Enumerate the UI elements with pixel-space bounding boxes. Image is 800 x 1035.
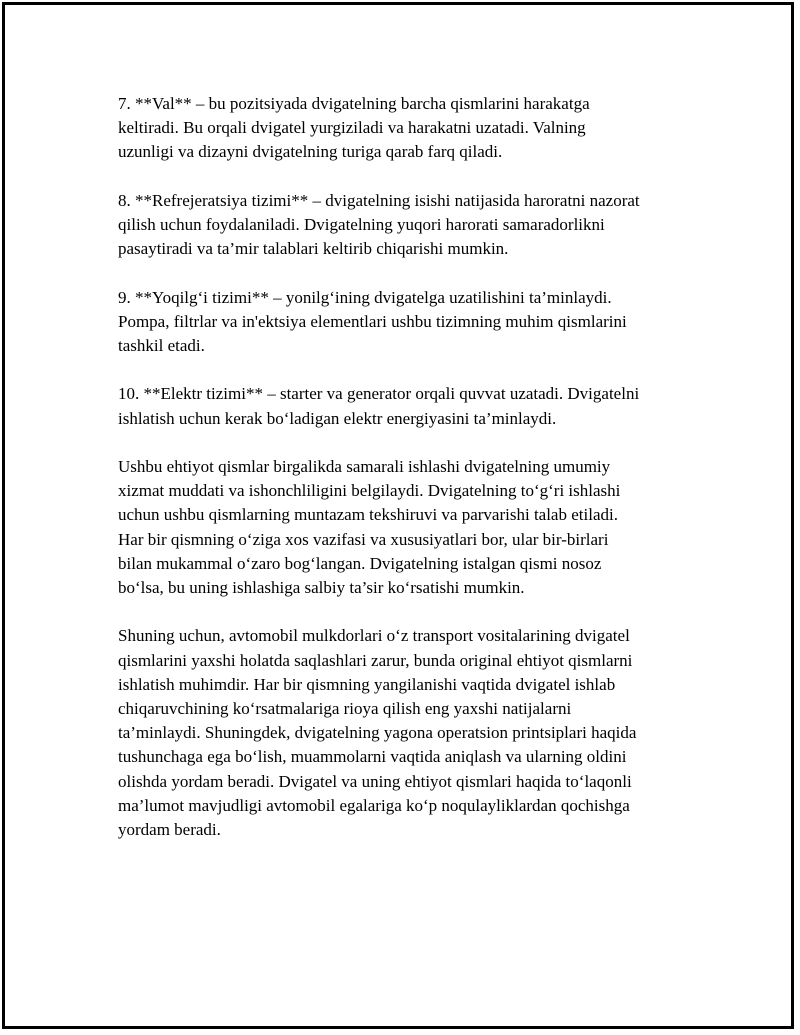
- text-line: xizmat muddati va ishonchliligini belgilaydi. Dvigatelning to‘g‘ri ishlashi: [118, 481, 621, 501]
- paragraph-elektr: [118, 382, 698, 430]
- text-line: olishda yordam beradi. Dvigatel va uning ehtiyot qismlari haqida to‘laqonli: [118, 771, 632, 791]
- text-line: uzunligi va dizayni dvigatelning turiga qarab farq qiladi.: [118, 142, 503, 162]
- text-line: ma’lumot mavjudligi avtomobil egalariga ko‘p noqulayliklardan qochishga: [118, 795, 630, 815]
- paragraph-refrejeratsiya: [118, 189, 698, 262]
- paragraph-val: [118, 92, 698, 165]
- text-line: uchun ushbu qismlarning muntazam tekshiruvi va parvarishi talab etiladi.: [118, 505, 618, 525]
- text-line: 8. **Refrejeratsiya tizimi** – dvigatelning isishi natijasida haroratni nazorat: [118, 190, 640, 210]
- text-line: ta’minlaydi. Shuningdek, dvigatelning yagona operatsion printsiplari haqida: [118, 723, 637, 743]
- paragraph-conclusion: [118, 624, 698, 842]
- text-line: bilan mukammal o‘zaro bog‘langan. Dvigatelning istalgan qismi nosoz: [118, 553, 602, 573]
- paragraph-summary: [118, 455, 698, 600]
- text-line: chiqaruvchining ko‘rsatmalariga rioya qilish eng yaxshi natijalarni: [118, 699, 572, 718]
- text-line: qilish uchun foydalaniladi. Dvigatelning yuqori harorati samaradorlikni: [118, 215, 605, 234]
- text-line: pasaytiradi va ta’mir talablari keltirib chiqarishi mumkin.: [118, 239, 509, 259]
- text-line: ishlatish muhimdir. Har bir qismning yangilanishi vaqtida dvigatel ishlab: [118, 674, 616, 694]
- text-line: qismlarini yaxshi holatda saqlashlari zarur, bunda original ehtiyot qismlarni: [118, 650, 633, 670]
- text-line: yordam beradi.: [118, 820, 221, 840]
- paragraph-yoqilgi: [118, 286, 698, 359]
- text-line: tushunchaga ega bo‘lish, muammolarni vaqtida aniqlash va ularning oldini: [118, 747, 627, 767]
- text-line: keltiradi. Bu orqali dvigatel yurgiziladi va harakatni uzatadi. Valning: [118, 118, 586, 138]
- text-line: 9. **Yoqilg‘i tizimi** – yonilg‘ining dvigatelga uzatilishini ta’minlaydi.: [118, 287, 612, 307]
- text-line: Pompa, filtrlar va in'ektsiya elementlari ushbu tizimning muhim qismlarini: [118, 311, 627, 331]
- text-line: 7. **Val** – bu pozitsiyada dvigatelning barcha qismlarini harakatga: [118, 94, 590, 113]
- text-line: Har bir qismning o‘ziga xos vazifasi va xususiyatlari bor, ular bir-birlari: [118, 529, 609, 549]
- text-line: 10. **Elektr tizimi** – starter va generator orqali quvvat uzatadi. Dvigatelni: [118, 384, 640, 404]
- text-line: tashkil etadi.: [118, 336, 205, 355]
- text-line: Shuning uchun, avtomobil mulkdorlari o‘z transport vositalarining dvigatel: [118, 626, 630, 646]
- text-line: ishlatish uchun kerak bo‘ladigan elektr energiyasini ta’minlaydi.: [118, 408, 557, 428]
- text-line: Ushbu ehtiyot qismlar birgalikda samarali ishlashi dvigatelning umumiy: [118, 456, 611, 476]
- document-body: [118, 92, 698, 866]
- text-line: bo‘lsa, bu uning ishlashiga salbiy ta’sir ko‘rsatishi mumkin.: [118, 578, 525, 597]
